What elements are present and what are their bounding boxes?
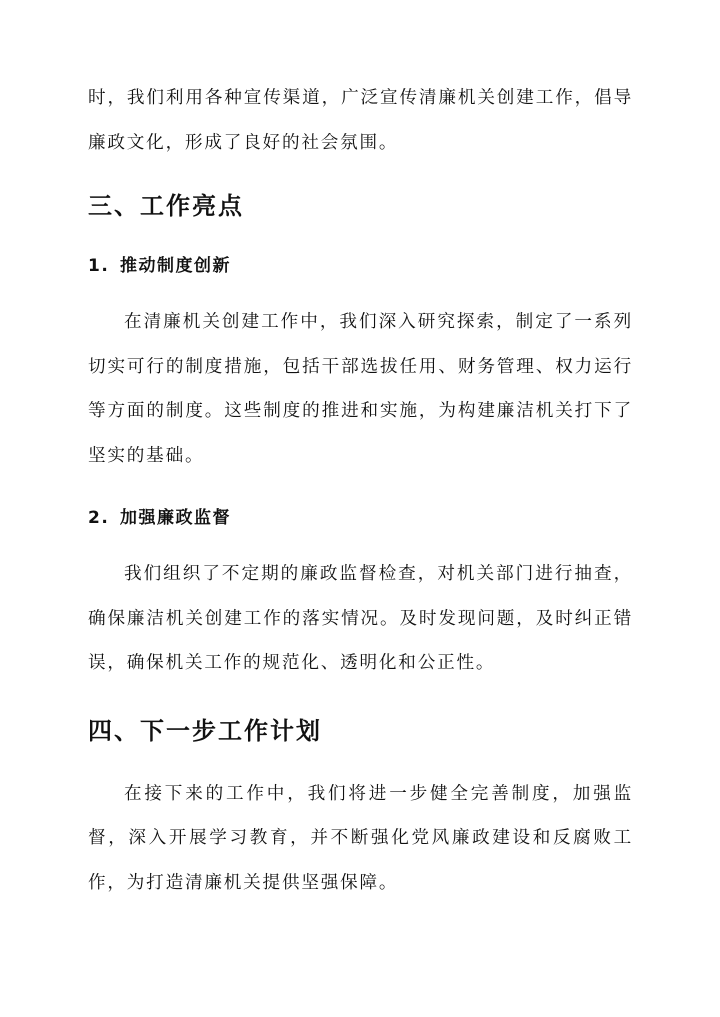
- item-number: 2.: [88, 508, 110, 528]
- document-page: [88, 76, 633, 905]
- item-number: 1.: [88, 256, 110, 276]
- section-3-item-1-heading: [88, 254, 633, 278]
- section-3-item-2-body: 我们组织了不定期的廉政监督检查，对机关部门进行抽查，确保廉洁机关创建工作的落实情况。及时发现问题，及时纠正错误，确保机关工作的规范化、透明化和公正性。: [88, 564, 633, 673]
- intro-paragraph: 时，我们利用各种宣传渠道，广泛宣传清廉机关创建工作，倡导廉政文化，形成了良好的社会氛围。: [88, 88, 633, 153]
- section-4-title: 四、下一步工作计划: [88, 716, 322, 745]
- item-heading-text: 推动制度创新: [120, 256, 231, 276]
- section-4-body: 在接下来的工作中，我们将进一步健全完善制度，加强监督，深入开展学习教育，并不断强化党风廉政建设和反腐败工作，为打造清廉机关提供坚强保障。: [88, 783, 633, 893]
- section-3-title: 三、工作亮点: [88, 192, 244, 220]
- section-3-item-2-heading: [88, 506, 633, 530]
- section-3-item-1-body: 在清廉机关创建工作中，我们深入研究探索，制定了一系列切实可行的制度措施，包括干部选拔任用、财务管理、权力运行等方面的制度。这些制度的推进和实施，为构建廉洁机关打下了坚实的基础。: [88, 312, 633, 466]
- item-heading-text: 加强廉政监督: [120, 508, 231, 528]
